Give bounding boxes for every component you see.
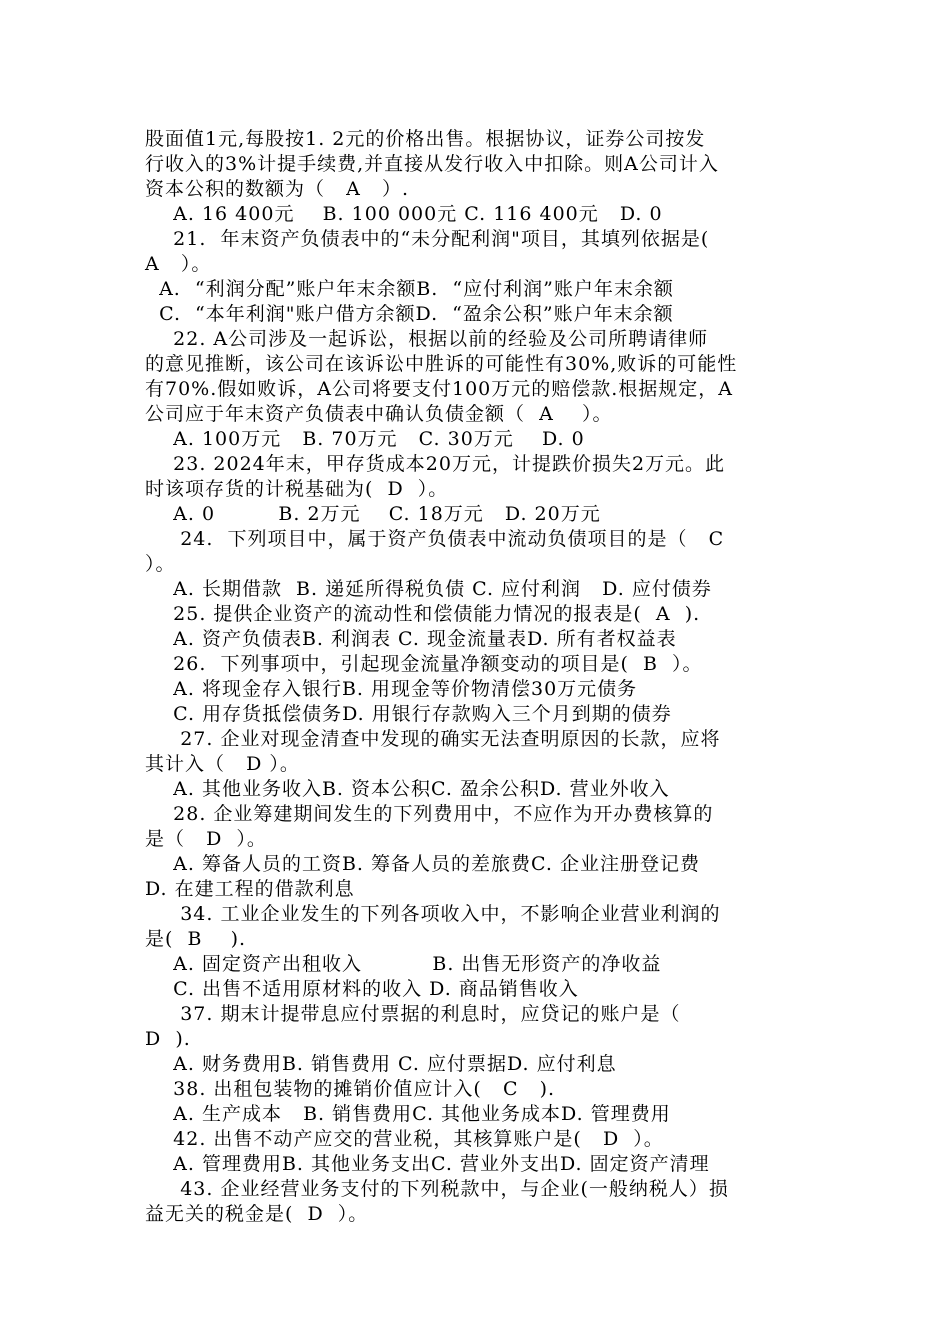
text-line: A. 将现金存入银行B. 用现金等价物清偿30万元债务 [145,678,638,700]
text-line: 股面值1元,每股按1. 2元的价格出售。根据协议，证券公司按发 [145,128,706,150]
text-line: C. 用存货抵偿债务D. 用银行存款购入三个月到期的债券 [145,703,672,725]
text-line: 26. 下列事项中，引起现金流量净额变动的项目是( B ）。 [145,653,703,675]
text-line: 其计入（ D ）。 [145,753,300,775]
text-line: 是（ D ）。 [145,828,267,850]
text-line: 38. 出租包装物的摊销价值应计入( C ). [145,1078,556,1100]
text-line: 公司应于年末资产负债表中确认负债金额（ A ）。 [145,403,613,425]
text-line: A. 16 400元 B. 100 000元 C. 116 400元 D. 0 [145,203,663,225]
text-line: ）。 [145,553,176,575]
text-line: A. 资产负债表B. 利润表 C. 现金流量表D. 所有者权益表 [145,628,677,650]
text-line: 有70%.假如败诉，A公司将要支付100万元的赔偿款.根据规定，A [145,378,734,400]
text-line: A. 生产成本 B. 销售费用C. 其他业务成本D. 管理费用 [145,1103,671,1125]
text-line: 42. 出售不动产应交的营业税，其核算账户是( D ）。 [145,1128,664,1150]
text-line: A. 其他业务收入B. 资本公积C. 盈余公积D. 营业外收入 [145,778,670,800]
text-line: 21. 年末资产负债表中的“未分配利润"项目，其填列依据是( [145,228,710,250]
text-line: 23. 2024年末，甲存货成本20万元，计提跌价损失2万元。此 [145,453,726,475]
text-line: D. 在建工程的借款利息 [145,878,355,900]
text-line: 27. 企业对现金清查中发现的确实无法查明原因的长款，应将 [145,728,721,750]
text-line: 34. 工业企业发生的下列各项收入中，不影响企业营业利润的 [145,903,721,925]
text-line: D ). [145,1028,191,1050]
text-line: 43. 企业经营业务支付的下列税款中，与企业(一般纳税人）损 [145,1178,729,1200]
text-line: 益无关的税金是( D ）。 [145,1203,369,1225]
text-line: A. 100万元 B. 70万元 C. 30万元 D. 0 [145,428,585,450]
text-line: A. 长期借款 B. 递延所得税负债 C. 应付利润 D. 应付债券 [145,578,712,600]
text-line: 资本公积的数额为（ A ）. [145,178,409,200]
text-line: 行收入的3%计提手续费,并直接从发行收入中扣除。则A公司计入 [145,153,719,175]
text-line: C. 出售不适用原材料的收入 D. 商品销售收入 [145,978,579,1000]
text-line: A. 0 B. 2万元 C. 18万元 D. 20万元 [145,503,601,525]
text-line: 25. 提供企业资产的流动性和偿债能力情况的报表是( A ). [145,603,701,625]
text-line: 是( B ). [145,928,247,950]
text-line: A. 财务费用B. 销售费用 C. 应付票据D. 应付利息 [145,1053,617,1075]
text-line: 37. 期末计提带息应付票据的利息时，应贷记的账户是（ [145,1003,681,1025]
text-line: 24. 下列项目中，属于资产负债表中流动负债项目的是（ C [145,528,725,550]
text-line: A ）。 [145,253,212,275]
text-line: C. “本年利润"账户借方余额D. “盈余公积”账户年末余额 [145,303,674,325]
text-line: A. 固定资产出租收入 B. 出售无形资产的净收益 [145,953,662,975]
text-line: 时该项存货的计税基础为( D ）。 [145,478,449,500]
text-line: A. “利润分配”账户年末余额B. “应付利润”账户年末余额 [145,278,674,300]
text-line: 28. 企业筹建期间发生的下列费用中，不应作为开办费核算的 [145,803,714,825]
text-line: 的意见推断，该公司在该诉讼中胜诉的可能性有30%,败诉的可能性 [145,353,738,375]
text-line: 22. A公司涉及一起诉讼，根据以前的经验及公司所聘请律师 [145,328,709,350]
text-line: A. 管理费用B. 其他业务支出C. 营业外支出D. 固定资产清理 [145,1153,710,1175]
text-line: A. 筹备人员的工资B. 筹备人员的差旅费C. 企业注册登记费 [145,853,700,875]
